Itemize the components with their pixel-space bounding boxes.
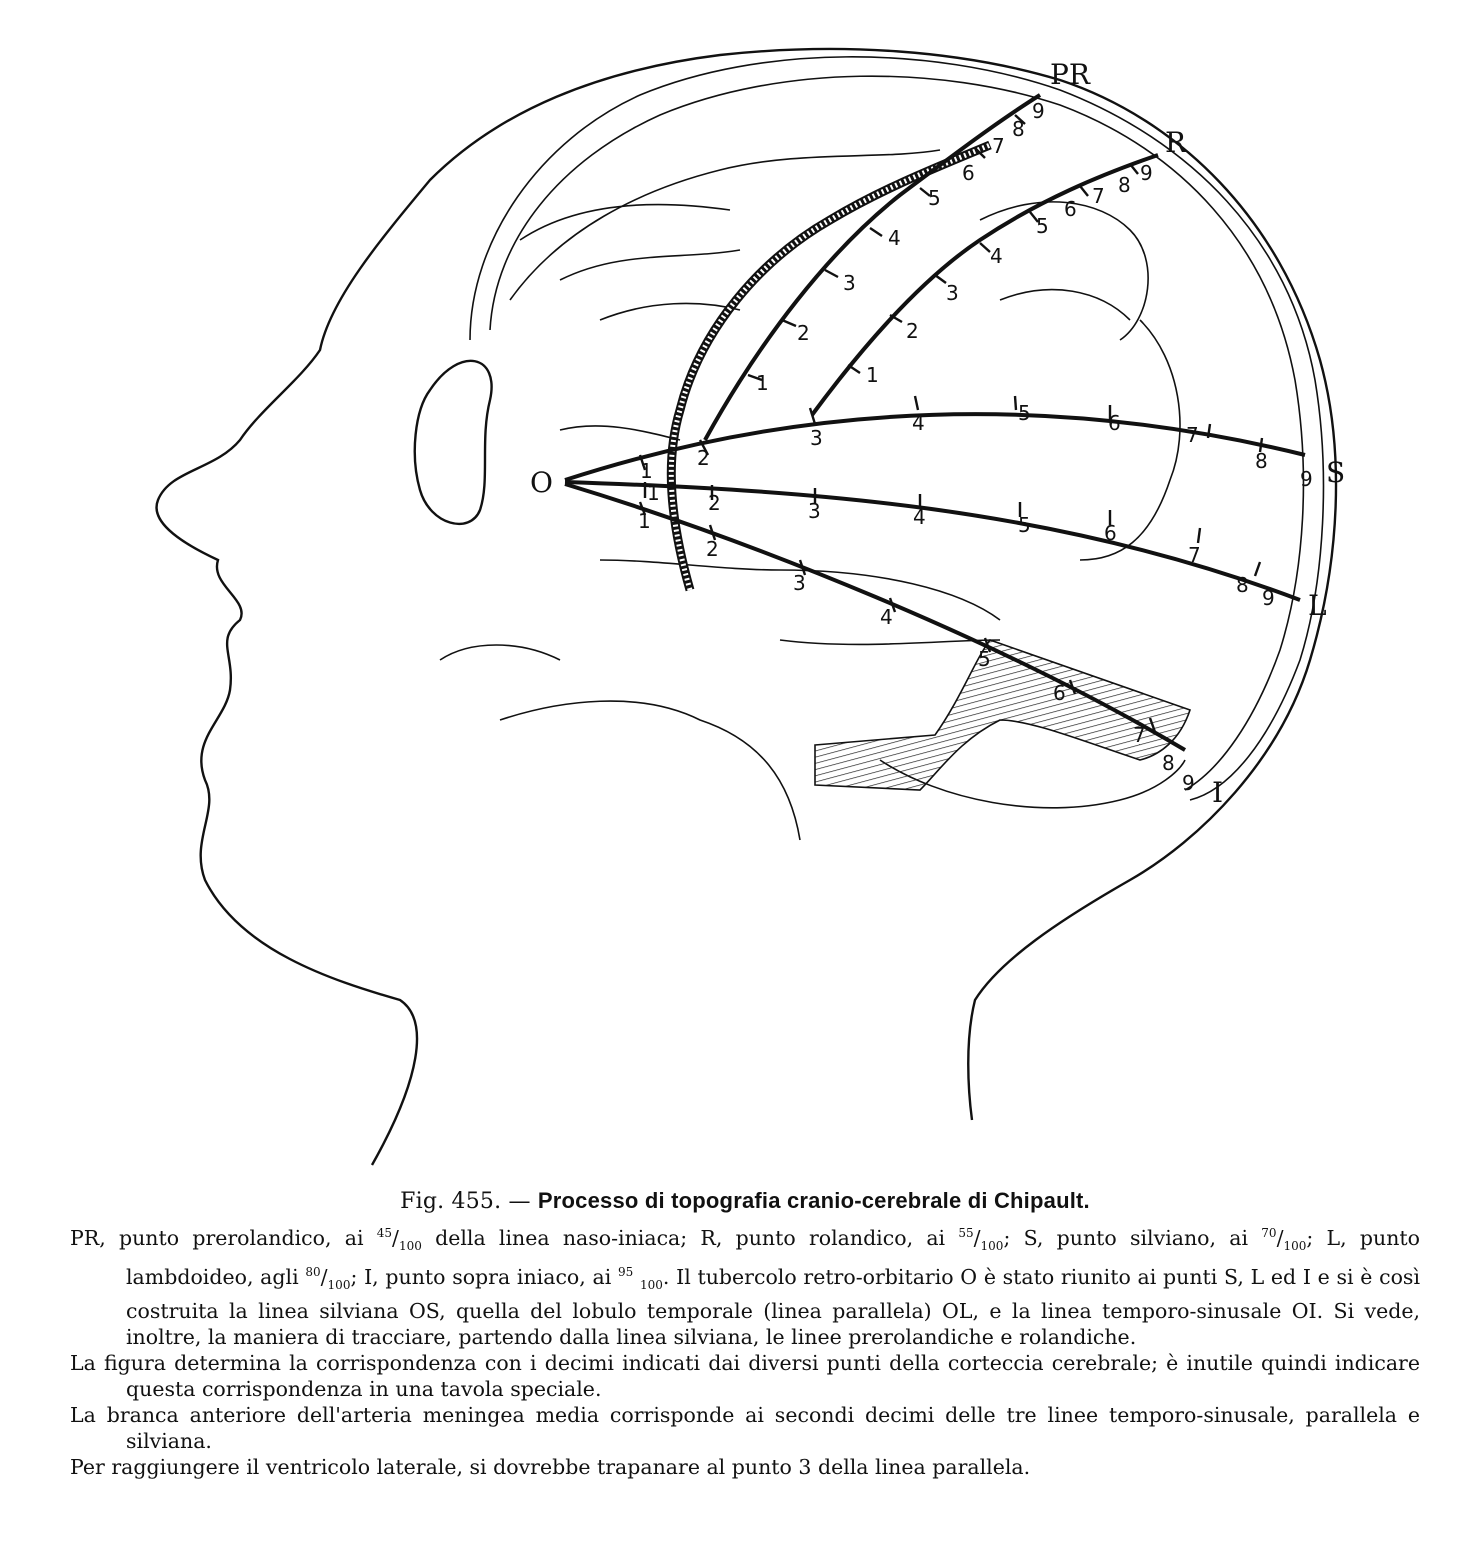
svg-text:1: 1 xyxy=(647,481,660,505)
svg-text:1: 1 xyxy=(866,363,879,387)
cheek-line xyxy=(440,645,560,660)
caption-paragraph-3: La branca anteriore dell'arteria meningea media corrisponde ai secondi decimi delle tre linee temporo-sinusale, parallela e silviana. xyxy=(70,1402,1420,1453)
label-S: S xyxy=(1326,456,1346,489)
caption-paragraph-2: La figura determina la corrispondenza con i decimi indicati dai diversi punti della corteccia cerebrale; è inutile quindi indicare questa corrispondenza in una tavola speciale. xyxy=(70,1350,1420,1401)
svg-text:2: 2 xyxy=(706,537,719,561)
svg-text:7: 7 xyxy=(1133,723,1146,747)
svg-text:6: 6 xyxy=(962,161,975,185)
figure-number: Fig. 455. — xyxy=(400,1189,531,1214)
svg-text:9: 9 xyxy=(1300,467,1313,491)
svg-text:1: 1 xyxy=(640,459,653,483)
svg-text:5: 5 xyxy=(1036,214,1049,238)
temporal-lobe-hatch xyxy=(815,640,1190,790)
label-R: R xyxy=(1165,126,1187,159)
svg-text:7: 7 xyxy=(1188,543,1201,567)
label-I: I xyxy=(1212,776,1224,809)
caption-paragraph-4: Per raggiungere il ventricolo laterale, si dovrebbe trapanare al punto 3 della linea parallela. xyxy=(70,1454,1031,1479)
svg-text:9: 9 xyxy=(1032,99,1045,123)
svg-text:8: 8 xyxy=(1236,573,1249,597)
svg-text:4: 4 xyxy=(880,605,893,629)
head-outline xyxy=(157,49,1336,1165)
svg-text:5: 5 xyxy=(928,186,941,210)
ticks xyxy=(640,115,1262,732)
caption-paragraph-1: PR, punto prerolandico, ai $^{45}/_{100}$ della linea naso-iniaca; R, punto rolandico, ai $^{55}/_{100}$; S, punto silviano, ai $^{70}/_{100}$; L, punto lambdoideo, agli $^{80}/_{100}$; I, punto sopra iniaco, ai $^{95}$ $_{100}$. Il tubercolo retro-orbitario O è stato riunito ai punti S, L ed I e si è così costruita la linea silviana OS, quella del lobulo temporale (linea parallela) OL, e la linea temporo-sinusale OI. Si vede, inoltre, la maniera di tracciare, partendo dalla linea silviana, le linee prerolandiche e rolandiche. xyxy=(70,1225,1421,1349)
svg-text:7: 7 xyxy=(1186,423,1199,447)
svg-text:3: 3 xyxy=(946,281,959,305)
svg-text:9: 9 xyxy=(1140,161,1153,185)
line-R xyxy=(812,155,1158,415)
svg-text:7: 7 xyxy=(1092,184,1105,208)
svg-text:1: 1 xyxy=(638,509,651,533)
svg-text:9: 9 xyxy=(1182,771,1195,795)
caption xyxy=(70,1188,1420,1480)
figure-title xyxy=(70,1188,1420,1214)
svg-text:5: 5 xyxy=(1018,401,1031,425)
svg-text:1: 1 xyxy=(756,371,769,395)
svg-text:6: 6 xyxy=(1108,411,1121,435)
svg-text:8: 8 xyxy=(1255,449,1268,473)
svg-text:5: 5 xyxy=(1018,513,1031,537)
svg-text:6: 6 xyxy=(1104,521,1117,545)
svg-text:6: 6 xyxy=(1064,197,1077,221)
svg-text:4: 4 xyxy=(990,244,1003,268)
svg-text:2: 2 xyxy=(697,446,710,470)
jaw-line xyxy=(500,701,800,840)
svg-text:3: 3 xyxy=(843,271,856,295)
figure-name: Processo di topografia cranio-cerebrale di Chipault. xyxy=(537,1188,1090,1213)
svg-text:2: 2 xyxy=(797,321,810,345)
svg-text:4: 4 xyxy=(888,226,901,250)
svg-text:6: 6 xyxy=(1053,681,1066,705)
svg-text:3: 3 xyxy=(793,571,806,595)
svg-text:5: 5 xyxy=(978,647,991,671)
svg-text:9: 9 xyxy=(1262,586,1275,610)
svg-text:2: 2 xyxy=(708,491,721,515)
svg-text:4: 4 xyxy=(913,505,926,529)
prerolandic-hatch-curve xyxy=(671,145,990,590)
svg-text:8: 8 xyxy=(1118,173,1131,197)
label-L: L xyxy=(1308,589,1327,622)
svg-text:8: 8 xyxy=(1012,117,1025,141)
svg-text:2: 2 xyxy=(906,319,919,343)
svg-text:3: 3 xyxy=(808,499,821,523)
label-O: O xyxy=(530,466,553,499)
svg-text:4: 4 xyxy=(912,411,925,435)
label-PR: PR xyxy=(1050,58,1090,91)
svg-text:8: 8 xyxy=(1162,751,1175,775)
eye-outline xyxy=(415,361,492,524)
r-line-numbers xyxy=(866,161,1153,387)
svg-text:7: 7 xyxy=(992,134,1005,158)
svg-text:3: 3 xyxy=(810,426,823,450)
